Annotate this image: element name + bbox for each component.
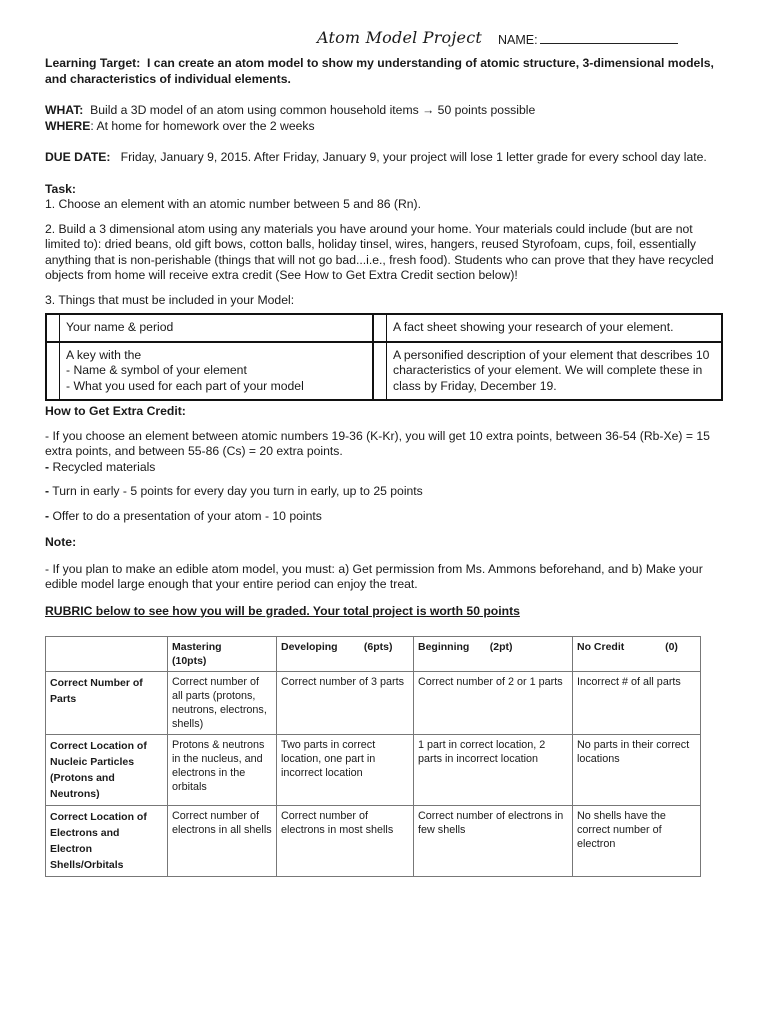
what-label: WHAT: bbox=[45, 103, 84, 117]
rubric-cell: Correct number of electrons in few shells bbox=[414, 806, 573, 877]
what-text: Build a 3D model of an atom using common household items → 50 points possible bbox=[90, 103, 536, 117]
bullet-dash: - bbox=[45, 484, 50, 498]
rubric-corner-cell bbox=[46, 637, 168, 672]
checkbox-cell bbox=[373, 314, 387, 342]
task-item-3: 3. Things that must be included in your Model: bbox=[45, 292, 295, 307]
key-intro: A key with the bbox=[66, 347, 142, 362]
column-label: Mastering bbox=[172, 641, 222, 653]
extra-credit-item-2 bbox=[45, 460, 723, 476]
spacer bbox=[45, 475, 723, 484]
extra-credit-item-3-text: Turn in early - 5 points for every day you turn in early, up to 25 points bbox=[49, 484, 423, 498]
rubric-category: Correct Location of Electrons and Electron Shells/Orbitals bbox=[46, 806, 168, 877]
name-label: NAME: bbox=[498, 33, 538, 47]
where-label: WHERE bbox=[45, 118, 91, 133]
rubric-header-row bbox=[46, 637, 701, 672]
spacer bbox=[45, 166, 723, 182]
column-points: (2pt) bbox=[489, 641, 513, 653]
rubric-col-beginning bbox=[414, 637, 573, 672]
column-points: (0) bbox=[665, 641, 678, 653]
rubric-category: Correct Location of Nucleic Particles (Protons and Neutrons) bbox=[46, 735, 168, 806]
rubric-col-mastering bbox=[168, 637, 277, 672]
rubric-col-developing bbox=[277, 637, 414, 672]
extra-credit-item-4 bbox=[45, 509, 723, 525]
due-date-line bbox=[45, 150, 723, 166]
requirement-name-period: Your name & period bbox=[60, 314, 374, 342]
key-item-name-symbol: - Name & symbol of your element bbox=[66, 363, 247, 377]
table-row bbox=[46, 806, 701, 877]
checkbox-cell bbox=[46, 342, 60, 401]
rubric-cell: No parts in their correct locations bbox=[573, 735, 701, 806]
column-label: Developing bbox=[281, 641, 338, 653]
due-date-text: Friday, January 9, 2015. After Friday, January 9, your project will lose 1 letter grade for every school day late. bbox=[120, 150, 707, 164]
column-points: (10pts) bbox=[172, 655, 207, 667]
extra-credit-item-1: - If you choose an element between atomic numbers 19-36 (K-Kr), you will get 10 extra points, between 36-54 (Rb-Xe) = 15 extra points, and between 55-86 (Cs) = 20 extra points. bbox=[45, 428, 710, 458]
worksheet-page bbox=[45, 26, 723, 877]
spacer bbox=[45, 284, 723, 293]
requirement-key bbox=[60, 342, 374, 401]
due-date-label: DUE DATE: bbox=[45, 150, 111, 164]
table-row bbox=[46, 314, 722, 342]
rubric-heading: RUBRIC below to see how you will be graded. Your total project is worth 50 points bbox=[45, 603, 520, 618]
rubric-cell: Correct number of 3 parts bbox=[277, 672, 414, 735]
bullet-dash: - bbox=[45, 459, 50, 474]
task-heading: Task: bbox=[45, 181, 76, 196]
column-label: Beginning bbox=[418, 641, 470, 653]
rubric-cell: Correct number of electrons in most shells bbox=[277, 806, 414, 877]
spacer bbox=[45, 87, 723, 103]
spacer bbox=[45, 420, 723, 429]
rubric-cell: Correct number of all parts (protons, neutrons, electrons, shells) bbox=[168, 672, 277, 735]
model-requirements-table bbox=[45, 313, 723, 401]
spacer bbox=[45, 593, 723, 604]
extra-credit-heading: How to Get Extra Credit: bbox=[45, 404, 186, 418]
name-field bbox=[498, 31, 678, 47]
where-text: : At home for homework over the 2 weeks bbox=[90, 118, 315, 133]
column-label: No Credit bbox=[577, 641, 625, 653]
column-points: (6pts) bbox=[363, 641, 393, 653]
rubric-cell: Two parts in correct location, one part in incorrect location bbox=[277, 735, 414, 806]
rubric-cell: 1 part in correct location, 2 parts in incorrect location bbox=[414, 735, 573, 806]
note-heading: Note: bbox=[45, 535, 77, 549]
requirement-personified-description: A personified description of your element that describes 10 characteristics of your element. We will complete these in class by Friday, December 19. bbox=[387, 342, 723, 401]
spacer bbox=[45, 134, 723, 150]
spacer bbox=[45, 500, 723, 509]
checkbox-cell bbox=[373, 342, 387, 401]
table-row bbox=[46, 672, 701, 735]
extra-credit-item-4-text: Offer to do a presentation of your atom - 10 points bbox=[49, 508, 322, 523]
table-row bbox=[46, 735, 701, 806]
page-title: Atom Model Project bbox=[317, 28, 482, 47]
rubric-table bbox=[45, 636, 701, 877]
name-blank-line bbox=[540, 31, 678, 44]
learning-target bbox=[45, 56, 723, 87]
spacer bbox=[45, 524, 723, 535]
where-line bbox=[45, 119, 723, 135]
table-row bbox=[46, 342, 722, 401]
extra-credit-item-3 bbox=[45, 484, 723, 500]
rubric-cell: Correct number of 2 or 1 parts bbox=[414, 672, 573, 735]
extra-credit-item-2-text: Recycled materials bbox=[49, 459, 156, 474]
spacer bbox=[45, 213, 723, 222]
key-item-materials: - What you used for each part of your model bbox=[66, 378, 304, 393]
task-item-1: 1. Choose an element with an atomic number between 5 and 86 (Rn). bbox=[45, 197, 421, 211]
requirement-fact-sheet: A fact sheet showing your research of your element. bbox=[387, 314, 723, 342]
bullet-dash: - bbox=[45, 508, 50, 523]
task-item-2: 2. Build a 3 dimensional atom using any materials you have around your home. Your materials could include (but are not limited to): dried beans, old gift bows, cotton balls, holiday tinsel, wires, hangers, reused Styrofoam, cups, foil, essentially anything that is non-perishable (things that will not go bad...i.e., fresh food). Students who can prove that they have recycled objects from home will receive extra credit (See How to Get Extra Credit section below)! bbox=[45, 221, 714, 282]
learning-target-text: I can create an atom model to show my understanding of atomic structure, 3-dimensional models, and characteristics of individual elements. bbox=[45, 56, 714, 86]
note-text: - If you plan to make an edible atom model, you must: a) Get permission from Ms. Ammons beforehand, and b) Make your edible model large enough that your entire period can enjoy the treat. bbox=[45, 561, 703, 591]
rubric-cell: No shells have the correct number of electron bbox=[573, 806, 701, 877]
rubric-cell: Correct number of electrons in all shells bbox=[168, 806, 277, 877]
rubric-cell: Protons & neutrons in the nucleus, and electrons in the orbitals bbox=[168, 735, 277, 806]
checkbox-cell bbox=[46, 314, 60, 342]
learning-target-label: Learning Target: bbox=[45, 56, 141, 70]
spacer bbox=[45, 551, 723, 562]
rubric-col-no-credit bbox=[573, 637, 701, 672]
rubric-cell: Incorrect # of all parts bbox=[573, 672, 701, 735]
header bbox=[45, 26, 723, 48]
rubric-category: Correct Number of Parts bbox=[46, 672, 168, 735]
what-line bbox=[45, 103, 723, 119]
